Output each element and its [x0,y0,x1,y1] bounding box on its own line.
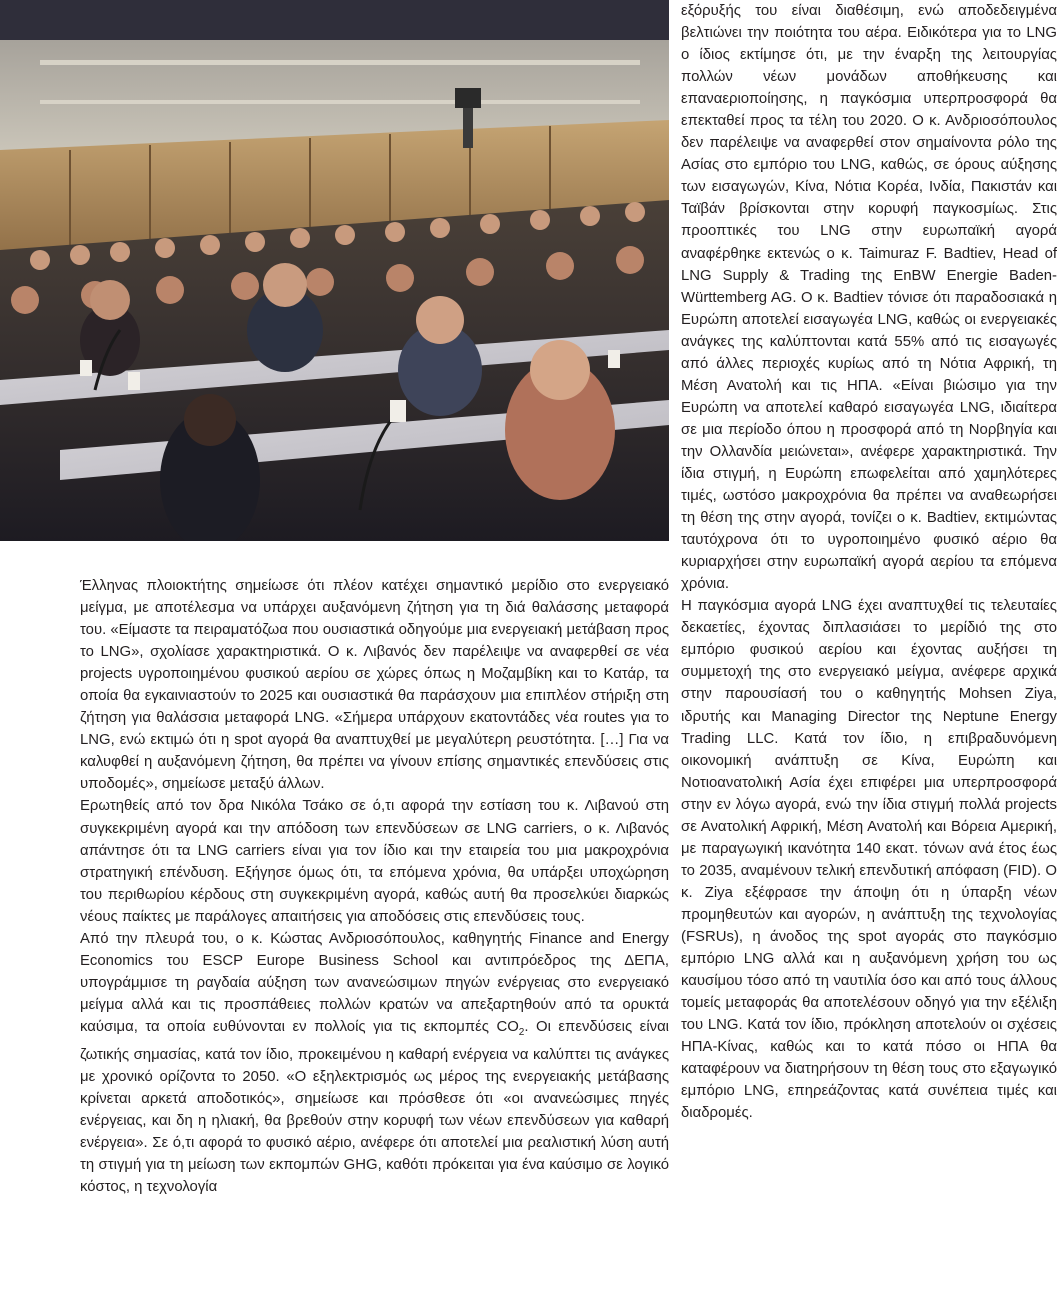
article-paragraph [80,928,669,1199]
article-paragraph: Έλληνας πλοιοκτήτης σημείωσε ότι πλέον κατέχει σημαντικό μερίδιο στο ενεργειακό μείγμα, με αποτέλεσμα να υπάρχει αυξανόμενη ζήτηση για τη διά θαλάσσης μεταφορά του. «Είμαστε τα πειραματόζωα που ουσιαστικά οδηγούμε μια ενεργειακή μετάβαση προς το LNG», σχολίασε χαρακτηριστικά. Ο κ. Λιβανός δεν παρέλειψε να αναφερθεί σε νέα projects υγροποιημένου φυσικού αερίου σε χώρες όπως η Μοζαμβίκη και το Κατάρ, τα οποία θα εγκαινιαστούν το 2025 και ουσιαστικά θα παράσχουν μια επιπλέον στήριξη στη ζήτηση για θαλάσσια μεταφορά LNG. «Σήμερα υπάρχουν εκατοντάδες νέα routes για το LNG, ενώ εκτιμώ ότι η spot αγορά θα αναπτυχθεί με μεγαλύτερη ρευστότητα. […] Για να καλυφθεί η αυξανόμενη ζήτηση, θα πρέπει να γίνουν επίσης σημαντικές επενδύσεις στις υποδομές», σημείωσε μεταξύ άλλων. [80,578,669,793]
article-paragraph: Η παγκόσμια αγορά LNG έχει αναπτυχθεί τις τελευταίες δεκαετίες, έχοντας διπλασιάσει το μερίδιό της στο εμπόριο φυσικού αερίου και έχοντας αυξήσει τη συμμετοχή της στο ενεργειακό μείγμα, ανέφερε αρχικά στην παρουσίασή του ο καθηγητής Mohsen Ziya, ιδρυτής και Managing Director της Neptune Energy Trading LLC. Κατά τον ίδιο, η επιβραδυνόμενη οικονομική ανάπτυξη σε Κίνα, Ευρώπη και Νοτιοανατολική Ασία έχει επιφέρει μια υπερπροσφορά στην εν λόγω αγορά, ενώ την ίδια στιγμή πολλά projects σε Ανατολική Αφρική, Μέση Ανατολή και Βόρεια Αμερική, με παραγωγική ικανότητα 140 εκατ. τόνων ανά έτος έως το 2035, αναμένουν τελική επενδυτική απόφαση (FID). Ο κ. Ziya εξέφρασε την άποψη ότι η ύπαρξη νέων προμηθευτών και αγορών, η ανάπτυξη της τεχνολογίας (FSRUs), η άνοδος της spot αγοράς στο παγκόσμιο εμπόριο LNG αλλά και η αυξανόμενη χρήση του ως καυσίμου τόσο από τη ναυτιλία όσο και από τους άλλους τομείς μεταφοράς θα αποτελέσουν οδηγό για την εξέλιξη του LNG. Κατά τον ίδιο, πρόκληση αποτελούν οι σχέσεις ΗΠΑ-Κίνας, καθώς και το κατά πόσο οι ΗΠΑ θα καταφέρουν να διατηρήσουν τη θέση τους στο εξαγωγικό εμπόριο LNG, επηρεάζοντας κατά συνέπεια τιμές και διαδρομές. [681,598,1057,1122]
article-left-column [80,575,669,1198]
paragraph-text: . Οι επενδύσεις είναι ζωτικής σημασίας, κατά τον ίδιο, προκειμένου η καθαρή ενέργεια να καλύπτει τις ανάγκες με χρονικό ορίζοντα το 2050. «Ο εξηλεκτρισμός ως μέρος της ενεργειακής μετάβασης κρίνεται αρκετά αποδοτικός», σημείωσε και πρόσθεσε ότι «οι ανανεώσιμες πηγές ενέργειας, και δη η ηλιακή, θα βρεθούν στην κορυφή των νέων επενδύσεων για καθαρή ενέργεια». Σε ό,τι αφορά το φυσικό αέριο, ανέφερε ότι αποτελεί μια ρεαλιστική λύση αυτή τη στιγμή για τη μείωση των εκπομπών GHG, καθότι πρόκειται για ένα καύσιμο σε λογικό κόστος, η τεχνολογία [80,1018,669,1196]
article-paragraph: Ερωτηθείς από τον δρα Νικόλα Τσάκο σε ό,τι αφορά την εστίαση του κ. Λιβανού στη συγκεκριμένη αγορά και την απόδοση των επενδύσεων σε LNG carriers, ο κ. Λιβανός απάντησε ότι τα LNG carriers είναι για τον ίδιο και την εταιρεία του μια μακροχρόνια στρατηγική επένδυση. Εξήγησε όμως ότι, τα επόμενα χρόνια, θα υπάρξει υποχώρηση του περιθωρίου κέρδους στη συγκεκριμένη αγορά, καθώς αυτή θα προσελκύει διαρκώς νέους παίκτες με παράλογες απαιτήσεις για αποδόσεις στις επενδύσεις τους. [80,798,669,925]
paragraph-text: Από την πλευρά του, ο κ. Κώστας Ανδριοσόπουλος, καθηγητής Finance and Energy Economics του ESCP Europe Business School και αντιπρόεδρος της ΔΕΠΑ, υπογράμμισε τη ραγδαία αύξηση των ανανεώσιμων πηγών ενέργειας στο ενεργειακό μείγμα αλλά και τις προσπάθειες πολλών κρατών να απεξαρτηθούν από τα ορυκτά καύσιμα, τα οποία ευθύνονται εν πολλοίς για τις εκπομπές CO [80,930,669,1035]
audience-illustration [0,0,669,541]
article-paragraph: εξόρυξής του είναι διαθέσιμη, ενώ αποδεδειγμένα βελτιώνει την ποιότητα του αέρα. Ειδικότερα για το LNG ο ίδιος εκτίμησε ότι, με την έναρξη της λειτουργίας πολλών νέων μονάδων αποθήκευσης και επαναεριοποίησης, η παγκόσμια υπερπροσφορά θα επεκταθεί προς τα τέλη του 2020. Ο κ. Ανδριοσόπουλος δεν παρέλειψε να αναφερθεί στον σημαίνοντα ρόλο της Ασίας στο εμπόριο του LNG, καθώς, σε όρους αύξησης των εισαγωγών, Κίνα, Νότια Κορέα, Ινδία, Πακιστάν και Ταϊβάν βρίσκονται στην κορυφή παγκοσμίως. Στις προοπτικές του LNG στην ευρωπαϊκή αγορά αναφέρθηκε εκτενώς ο κ. Taimuraz F. Badtiev, Head of LNG Supply & Trading της EnBW Energie Baden-Württemberg AG. Ο κ. Badtiev τόνισε ότι παραδοσιακά η Ευρώπη αποτελεί εισαγωγέα LNG, καθώς οι ενεργειακές ανάγκες της καλύπτονται κατά 55% από τις εισαγωγές από άλλες περιοχές κυρίως από τη Νότια Αφρική, τη Μέση Ανατολή και τις ΗΠΑ. «Είναι βιώσιμο για την Ευρώπη να αποτελεί καθαρό εισαγωγέα LNG, ιδιαίτερα σε μια περίοδο όπου η προσφορά από τη Νορβηγία και την Ολλανδία μειώνεται», ανέφερε χαρακτηριστικά. Την ίδια στιγμή, η Ευρώπη επωφελείται από χαμηλότερες τιμές, ωστόσο μακροχρόνια θα πρέπει να αναθεωρήσει τη θέση της στην αγορά, τονίζει ο κ. Badtiev, εκτιμώντας ταυτόχρονα ότι το υγροποιημένο φυσικό αέριο θα κυριαρχήσει στην ευρωπαϊκή αγορά αερίου τα επόμενα χρόνια. [681,3,1057,593]
subscript-2: 2 [518,1026,525,1038]
article-right-column [681,0,1057,1124]
conference-audience-photo [0,0,669,541]
